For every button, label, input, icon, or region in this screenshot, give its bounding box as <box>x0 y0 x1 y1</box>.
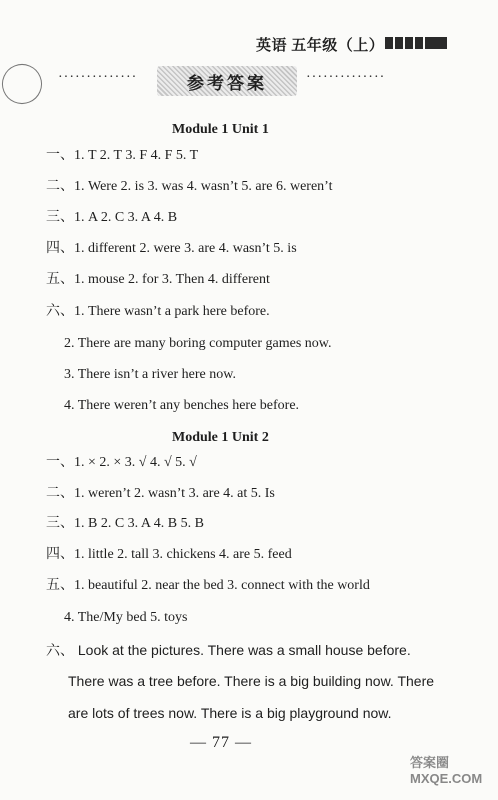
corner-stamp-logo <box>0 58 48 110</box>
answer-line: 五、1. beautiful 2. near the bed 3. connect with the world <box>46 578 370 593</box>
answer-line: 4. There weren’t any benches here before. <box>64 398 300 413</box>
section-title-unit-2: Module 1 Unit 2 <box>172 430 269 445</box>
answer-line: 三、1. A 2. C 3. A 4. B <box>46 210 178 225</box>
answer-line: 一、1. T 2. T 3. F 4. F 5. T <box>46 148 199 163</box>
answer-line: 二、1. Were 2. is 3. was 4. wasn’t 5. are 6. weren’t <box>46 179 333 194</box>
answer-line: 六、 Look at the pictures. There was a small house before. <box>46 642 411 658</box>
book-header: 英语 五年级（上） <box>256 38 385 54</box>
answer-line: are lots of trees now. There is a big playground now. <box>68 705 392 721</box>
answer-line: 四、1. different 2. were 3. are 4. wasn’t 5. is <box>46 241 297 256</box>
banner-dots-left: ·············· <box>58 70 138 85</box>
watermark-logo: 答案圈 MXQE.COM <box>410 755 483 786</box>
banner-dots-right: ·············· <box>306 70 386 85</box>
answer-line: 4. The/My bed 5. toys <box>64 610 188 625</box>
answer-line: There was a tree before. There is a big building now. There <box>68 673 435 689</box>
header-decoration-bars <box>385 37 447 49</box>
answer-line: 五、1. mouse 2. for 3. Then 4. different <box>46 272 270 287</box>
answer-line: 二、1. weren’t 2. wasn’t 3. are 4. at 5. Is <box>46 486 275 501</box>
answer-key-banner <box>157 66 297 96</box>
answer-line: 一、1. × 2. × 3. √ 4. √ 5. √ <box>46 455 197 470</box>
answer-line: 六、1. There wasn’t a park here before. <box>46 304 270 319</box>
banner-title: 参考答案 <box>187 73 267 93</box>
section-title-unit-1: Module 1 Unit 1 <box>172 122 269 137</box>
page-number: — 77 — <box>190 734 252 751</box>
answer-line: 三、1. B 2. C 3. A 4. B 5. B <box>46 516 204 531</box>
answer-line: 四、1. little 2. tall 3. chickens 4. are 5. feed <box>46 547 292 562</box>
answer-line: 2. There are many boring computer games now. <box>64 336 332 351</box>
answer-line: 3. There isn’t a river here now. <box>64 367 236 382</box>
